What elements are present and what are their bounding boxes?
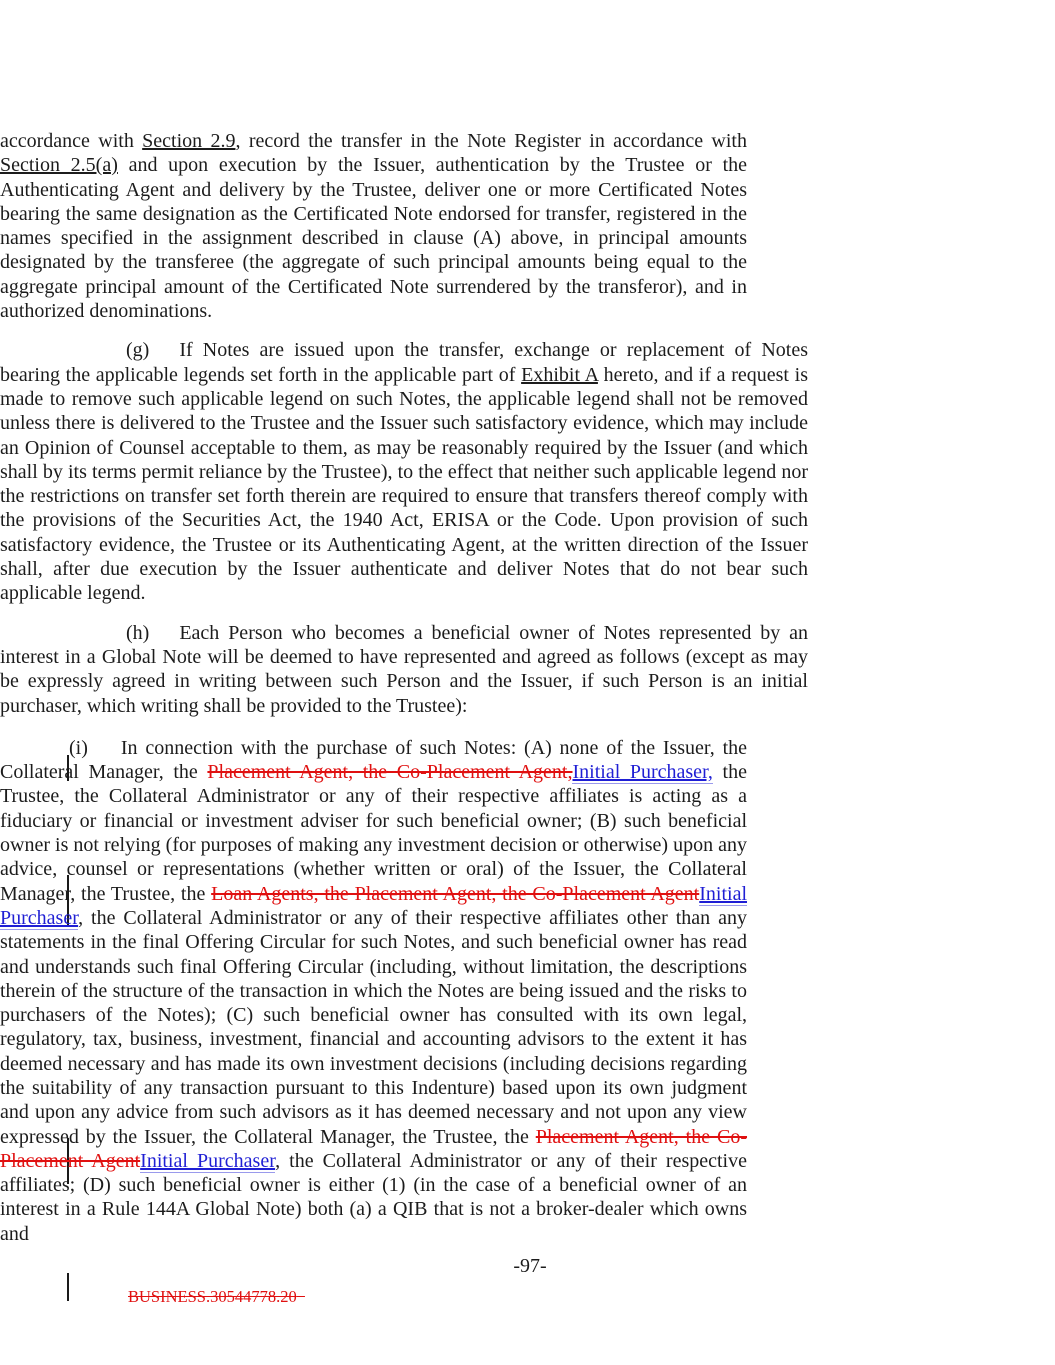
paragraph-i	[0, 736, 747, 1246]
deleted-text: Loan Agents, the Placement Agent, the Co-Placement Agent	[211, 882, 700, 905]
page-number: -97-	[513, 1255, 547, 1277]
paragraph-g	[0, 338, 808, 605]
paragraph-text: In connection with the purchase of such Notes: (A) none of the Issuer, the Collateral Manager, the	[0, 736, 747, 784]
paragraph-h	[0, 621, 808, 718]
paragraph-text: , record the transfer in the Note Register in accordance with	[235, 130, 747, 152]
paragraph-label: (i)	[69, 736, 88, 759]
paragraph-label: (g)	[126, 339, 150, 362]
paragraph-text: the Trustee, the Collateral Administrator or any of their respective affiliates is acting as a fiduciary or financial or investment adviser for such beneficial owner; (B) such beneficial owner is not relying (for purposes of making any investment decision or otherwise) upon any advice, counsel or representations (whether written or oral) of the Issuer, the Collateral Manager, the Trustee, the	[0, 761, 747, 905]
paragraph-text: , the Collateral Administrator or any of their respective affiliates other than any statements in the final Offering Circular for such Notes, and such beneficial owner has read and understands such final Offering Circular (including, without limitation, the descriptions therein of the structure of the transaction in which the Notes are being issued and the risks to purchasers of the Notes); (C) such beneficial owner has consulted with its own legal, regulatory, tax, business, investment, financial and accounting advisors to the extent it has deemed necessary and has made its own investment decisions (including decisions regarding the suitability of any transaction pursuant to this Indenture) based upon its own judgment and upon any advice from such advisors as it has deemed necessary and not upon any view expressed by the Issuer, the Collateral Manager, the Trustee, the	[0, 906, 747, 1148]
doc-id-deleted-text: BUSINESS.30544778.20	[128, 1287, 297, 1306]
inserted-text: Initial Purchaser	[0, 882, 748, 929]
deleted-text: Placement Agent, the Co-Placement Agent	[0, 1125, 748, 1172]
inserted-text: Initial Purchaser	[140, 1149, 276, 1172]
section-ref: Section 2.9	[142, 130, 236, 152]
paragraph-text: accordance with	[0, 130, 143, 152]
inserted-text: Initial Purchaser,	[572, 761, 713, 784]
paragraph-text: , the Collateral Administrator or any of their respective affiliates; (D) such beneficial owner is either (1) (in the case of a beneficial owner of an interest in a Rule 144A Global Note) both (a) a QIB that is not a broker-dealer which owns and	[0, 1149, 747, 1245]
paragraph-text: Each Person who becomes a beneficial owner of Notes represented by an interest in a Global Note will be deemed to have represented and agreed as follows (except as may be expressly agreed in writing between such Person and the Issuer, if such Person is an initial purchaser, which writing shall be provided to the Trustee):	[0, 621, 808, 717]
section-ref: Section 2.5(a)	[0, 154, 118, 177]
paragraph-text: and upon execution by the Issuer, authentication by the Trustee or the Authenticating Agent and delivery by the Trustee, deliver one or more Certificated Notes bearing the same designation as the Certificated Note endorsed for transfer, registered in the names specified in the assignment described in clause (A) above, in principal amounts designated by the transferee (the aggregate of such principal amounts being equal to the aggregate principal amount of the Certificated Note surrendered by the transferor), and in authorized denominations.	[0, 154, 747, 323]
paragraph-continuation	[0, 129, 747, 323]
paragraph-text: If Notes are issued upon the transfer, exchange or replacement of Notes bearing the applicable legends set forth in the applicable part of	[0, 339, 808, 386]
paragraph-text: hereto, and if a request is made to remove such applicable legend on such Notes, the applicable legend shall not be removed unless there is delivered to the Trustee and the Issuer such satisfactory evidence, which may include an Opinion of Counsel acceptable to them, as may be reasonably required by the Issuer (and which shall by its terms permit reliance by the Trustee), to the effect that neither such applicable legend nor the restrictions on transfer set forth therein are required to ensure that transfers thereof comply with the provisions of the Securities Act, the 1940 Act, ERISA or the Code. Upon provision of such satisfactory evidence, the Trustee or its Authenticating Agent, at the written direction of the Issuer shall, after due execution by the Issuer authenticate and deliver Notes that do not bear such applicable legend.	[0, 363, 808, 605]
deleted-text: Placement Agent, the Co-Placement Agent,	[207, 761, 573, 784]
doc-id-footer	[128, 1287, 305, 1306]
paragraph-label: (h)	[126, 621, 150, 644]
exhibit-ref: Exhibit A	[521, 363, 598, 386]
